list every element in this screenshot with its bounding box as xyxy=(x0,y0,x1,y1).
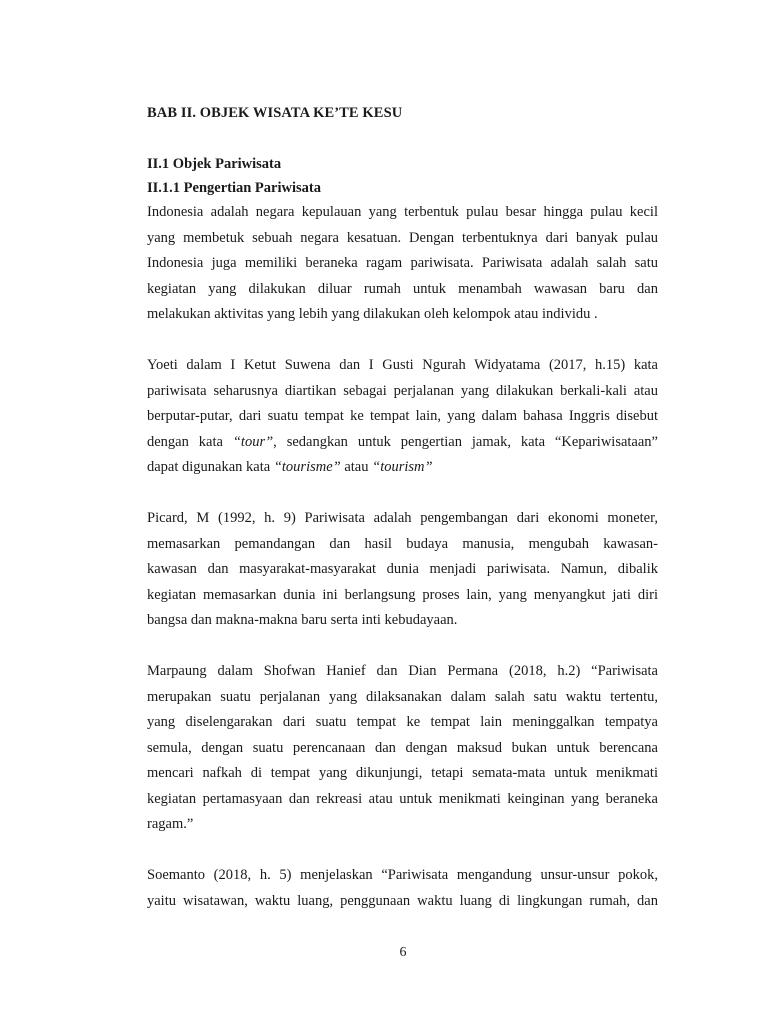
paragraph-picard xyxy=(147,506,658,634)
paragraph-yoeti xyxy=(147,353,658,481)
paragraph-line: bangsa dan makna-makna baru serta inti kebudayaan. xyxy=(147,612,458,628)
paragraph-line: yang diselengarakan dari suatu tempat ke tempat lain meninggalkan tempatya xyxy=(147,714,658,730)
page-content xyxy=(147,100,658,914)
paragraph-line: Marpaung dalam Shofwan Hanief dan Dian Permana (2018, h.2) “Pariwisata xyxy=(147,663,658,679)
paragraph-line: melakukan aktivitas yang lebih yang dilakukan oleh kelompok atau individu . xyxy=(147,306,598,322)
paragraph-line: Indonesia juga memiliki beraneka ragam pariwisata. Pariwisata adalah salah satu xyxy=(147,255,658,271)
paragraph-line: Picard, M (1992, h. 9) Pariwisata adalah pengembangan dari ekonomi moneter, xyxy=(147,510,658,526)
paragraph-line: kegiatan memasarkan dunia ini berlangsung proses lain, yang menyangkut jati diri xyxy=(147,586,658,603)
paragraph-line: Soemanto (2018, h. 5) menjelaskan “Pariwisata mengandung unsur-unsur pokok, xyxy=(147,867,658,883)
paragraph-line: yaitu wisatawan, waktu luang, penggunaan waktu luang di lingkungan rumah, dan xyxy=(147,892,658,909)
paragraph-line: mencari nafkah di tempat yang dikunjungi, tetapi semata-mata untuk menikmati xyxy=(147,765,658,781)
paragraph-line xyxy=(147,455,658,481)
italic-term-tour: “tour” xyxy=(232,433,274,450)
paragraph-line: memasarkan pemandangan dan hasil budaya manusia, mengubah kawasan- xyxy=(147,535,658,552)
paragraph-line: berputar-putar, dari suatu tempat ke tempat lain, yang dalam bahasa Inggris disebut xyxy=(147,408,658,424)
chapter-title: BAB II. OBJEK WISATA KE’TE KESU xyxy=(147,105,403,121)
text-segment: atau xyxy=(340,459,373,475)
page-number: 6 xyxy=(399,945,407,960)
paragraph-line xyxy=(147,430,658,456)
paragraph-indonesia xyxy=(147,200,658,328)
section-title: II.1 Objek Pariwisata xyxy=(147,156,282,172)
paragraph-line: kegiatan yang dilakukan diluar rumah untuk menambah wawasan baru dan xyxy=(147,280,658,297)
paragraph-line: Yoeti dalam I Ketut Suwena dan I Gusti Ngurah Widyatama (2017, h.15) kata xyxy=(147,357,658,373)
paragraph-line: ragam.” xyxy=(147,816,194,832)
paragraph-line: yang membetuk sebuah negara kesatuan. Dengan terbentuknya dari banyak pulau xyxy=(147,229,658,246)
text-segment: dapat digunakan kata xyxy=(147,459,274,475)
paragraph-line: semula, dengan suatu perencanaan dan dengan maksud bukan untuk berencana xyxy=(147,739,658,756)
italic-term-tourisme: “tourisme” xyxy=(273,459,341,475)
paragraph-line: merupakan suatu perjalanan yang dilaksanakan dalam salah satu waktu tertentu, xyxy=(147,688,658,705)
paragraph-line: Indonesia adalah negara kepulauan yang terbentuk pulau besar hingga pulau kecil xyxy=(147,204,658,220)
paragraph-soemanto xyxy=(147,863,658,914)
text-segment: , sedangkan untuk pengertian jamak, kata “Kepariwisataan” xyxy=(273,433,658,450)
paragraph-line: kegiatan pertamasyaan dan rekreasi atau untuk menikmati keinginan yang beraneka xyxy=(147,790,658,807)
paragraph-marpaung xyxy=(147,659,658,838)
text-segment: dengan kata xyxy=(147,433,233,450)
italic-term-tourism: “tourism” xyxy=(372,459,433,475)
subsection-title: II.1.1 Pengertian Pariwisata xyxy=(147,180,321,196)
paragraph-line: kawasan dan masyarakat-masyarakat dunia menjadi pariwisata. Namun, dibalik xyxy=(147,561,658,577)
paragraph-line: pariwisata seharusnya diartikan sebagai perjalanan yang dilakukan berkali-kali atau xyxy=(147,382,658,399)
